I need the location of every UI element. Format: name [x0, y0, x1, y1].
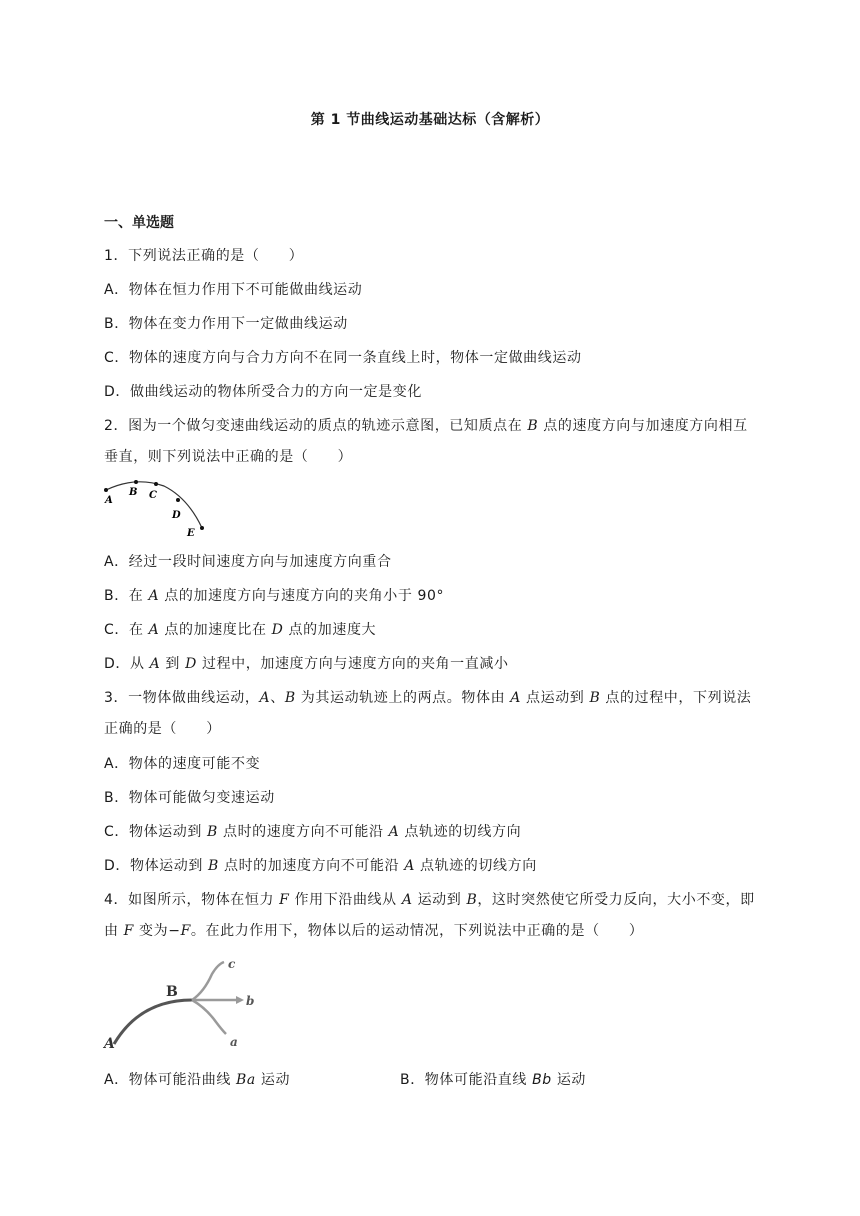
curve-ba: [192, 1000, 226, 1034]
section-heading: 一、单选题: [104, 215, 174, 231]
question-4-stem-line-1: 4．如图所示，物体在恒力 F 作用下沿曲线从 A 运动到 B，这时突然使它所受力反向，大小不变，即: [104, 892, 755, 908]
point-b: [134, 480, 138, 484]
label-line-b: b: [246, 994, 255, 1008]
point-c: [154, 482, 158, 486]
question-4-option-b: B．物体可能沿直线 Bb 运动: [400, 1072, 587, 1088]
question-4-option-a: A．物体可能沿曲线 Ba 运动: [104, 1072, 291, 1088]
question-1-option-c: C．物体的速度方向与合力方向不在同一条直线上时，物体一定做曲线运动: [104, 350, 582, 366]
trajectory-figure: [100, 476, 212, 540]
label-e: E: [187, 528, 195, 539]
question-1-option-d: D．做曲线运动的物体所受合力的方向一定是变化: [104, 384, 422, 400]
question-3-option-b: B．物体可能做匀变速运动: [104, 790, 275, 806]
question-3-option-c: C．物体运动到 B 点时的速度方向不可能沿 A 点轨迹的切线方向: [104, 824, 522, 840]
curve-a-to-b: [114, 1000, 192, 1044]
force-reversal-figure: [100, 952, 260, 1052]
question-1-stem: 1．下列说法正确的是（ ）: [104, 248, 304, 264]
question-4-stem-line-2: 由 F 变为−F。在此力作用下，物体以后的运动情况，下列说法中正确的是（ ）: [104, 923, 644, 939]
point-e: [200, 526, 204, 530]
question-2-option-a: A．经过一段时间速度方向与加速度方向重合: [104, 554, 392, 570]
question-3-option-d: D．物体运动到 B 点时的加速度方向不可能沿 A 点轨迹的切线方向: [104, 858, 537, 874]
point-d: [176, 498, 180, 502]
question-2-option-d: D．从 A 到 D 过程中，加速度方向与速度方向的夹角一直减小: [104, 656, 509, 672]
label-point-b: B: [166, 984, 178, 1000]
question-3-option-a: A．物体的速度可能不变: [104, 756, 261, 772]
label-c: C: [149, 490, 157, 501]
label-a: A: [105, 495, 113, 506]
arrowhead-b: [236, 996, 244, 1004]
question-2-option-b: B．在 A 点的加速度方向与速度方向的夹角小于 90°: [104, 588, 445, 604]
label-curve-c: c: [228, 957, 236, 971]
question-2-stem-line-1: 2．图为一个做匀变速曲线运动的质点的轨迹示意图，已知质点在 B 点的速度方向与加速度方向相互: [104, 418, 748, 434]
question-1-option-b: B．物体在变力作用下一定做曲线运动: [104, 316, 348, 332]
label-point-a: A: [104, 1036, 115, 1052]
page-title: 第 1 节曲线运动基础达标（含解析）: [310, 112, 550, 128]
curve-bc: [192, 962, 224, 1000]
label-curve-a: a: [230, 1035, 238, 1049]
point-a: [104, 488, 108, 492]
question-3-stem-line-1: 3．一物体做曲线运动，A、B 为其运动轨迹上的两点。物体由 A 点运动到 B 点的过程中，下列说法: [104, 690, 752, 706]
trajectory-curve: [106, 482, 202, 528]
question-2-option-c: C．在 A 点的加速度比在 D 点的加速度大: [104, 622, 377, 638]
label-d: D: [172, 510, 181, 521]
label-b: B: [129, 487, 138, 498]
question-3-stem-line-2: 正确的是（ ）: [104, 721, 221, 737]
question-1-option-a: A．物体在恒力作用下不可能做曲线运动: [104, 282, 363, 298]
question-2-stem-line-2: 垂直，则下列说法中正确的是（ ）: [104, 449, 353, 465]
